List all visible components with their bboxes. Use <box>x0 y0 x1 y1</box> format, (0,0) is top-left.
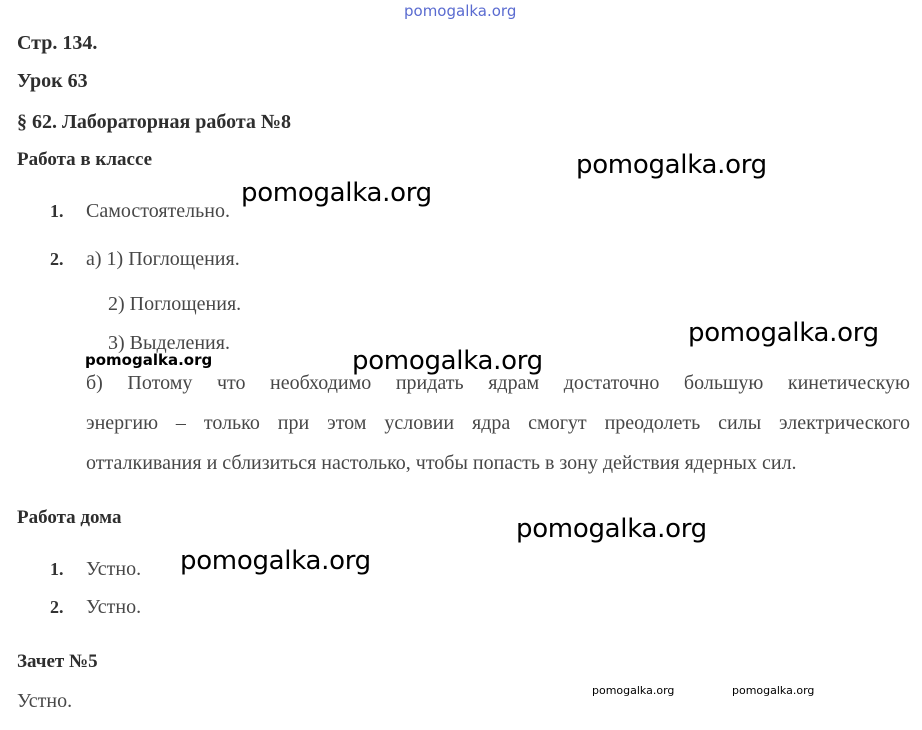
watermark: pomogalka.org <box>576 150 767 180</box>
watermark: pomogalka.org <box>241 178 432 208</box>
watermark-tiny: pomogalka.org <box>592 684 675 697</box>
lesson-title: Урок 63 <box>17 70 88 92</box>
item-number: 1. <box>50 201 64 221</box>
answer-paragraph-line: энергию – только при этом условии ядра смогут преодолеть силы электрического <box>86 412 910 434</box>
answer-paragraph-line: отталкивания и сблизиться настолько, чтобы попасть в зону действия ядерных сил. <box>86 452 797 474</box>
section-title: § 62. Лабораторная работа №8 <box>17 111 292 133</box>
answer-paragraph-line: б) Потому что необходимо придать ядрам достаточно большую кинетическую <box>86 372 910 394</box>
item-text: 3) Выделения. <box>108 332 230 354</box>
page-number: Стр. 134. <box>17 32 98 54</box>
watermark: pomogalka.org <box>516 514 707 544</box>
item-number: 2. <box>50 597 64 617</box>
watermark: pomogalka.org <box>688 318 879 348</box>
item-text: Устно. <box>86 558 142 580</box>
item-text: а) 1) Поглощения. <box>86 248 240 270</box>
test-text: Устно. <box>17 690 73 712</box>
test-title: Зачет №5 <box>17 651 98 672</box>
item-number: 1. <box>50 559 64 579</box>
item-text: 2) Поглощения. <box>108 293 242 315</box>
watermark-top: pomogalka.org <box>404 2 517 20</box>
item-text: Устно. <box>86 596 142 618</box>
class-work-title: Работа в классе <box>17 149 153 170</box>
watermark: pomogalka.org <box>352 346 543 376</box>
home-work-title: Работа дома <box>17 507 122 528</box>
watermark: pomogalka.org <box>180 546 371 576</box>
item-number: 2. <box>50 249 64 269</box>
watermark-tiny: pomogalka.org <box>732 684 815 697</box>
item-text: Самостоятельно. <box>86 200 230 222</box>
watermark-small: pomogalka.org <box>85 351 213 369</box>
